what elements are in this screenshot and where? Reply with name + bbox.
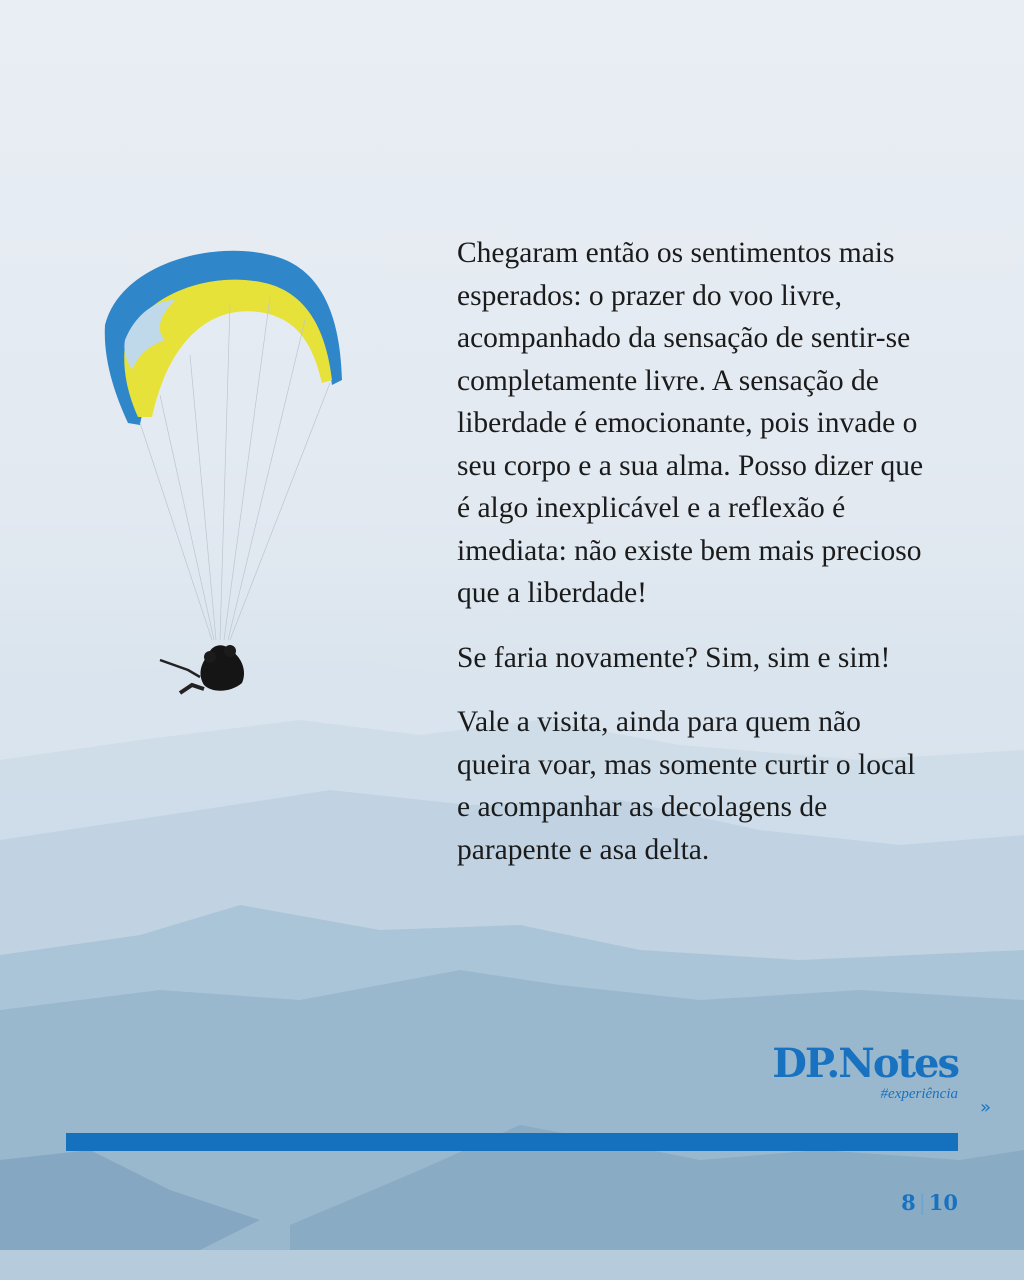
brand-tag: #experiência (880, 1086, 958, 1102)
double-chevron-right-icon[interactable]: » (980, 1097, 992, 1118)
page-indicator (880, 1190, 958, 1215)
article-paragraph: Chegaram então os sentimentos mais esperados: o prazer do voo livre, acompanhado da sensação de sentir-se completamente livre. A sensação de liberdade é emocionante, pois invade o seu corpo e a sua alma. Posso dizer que é algo inexplicável e a reflexão é imediata: não existe bem mais precioso que a liberdade! (457, 237, 924, 609)
article-paragraph: Se faria novamente? Sim, sim e sim! (457, 641, 891, 674)
paraglider-illustration (100, 245, 350, 715)
article-body (457, 232, 927, 893)
page-current: 8 (901, 1190, 916, 1215)
page-separator: | (918, 1191, 926, 1215)
page-total: 10 (928, 1190, 958, 1215)
article-paragraph: Vale a visita, ainda para quem não queira voar, mas somente curtir o local e acompanhar as decolagens de parapente e asa delta. (457, 706, 916, 866)
brand-name: DP.Notes (772, 1040, 958, 1087)
divider-bar (66, 1133, 958, 1151)
brand-logo (740, 1040, 958, 1103)
